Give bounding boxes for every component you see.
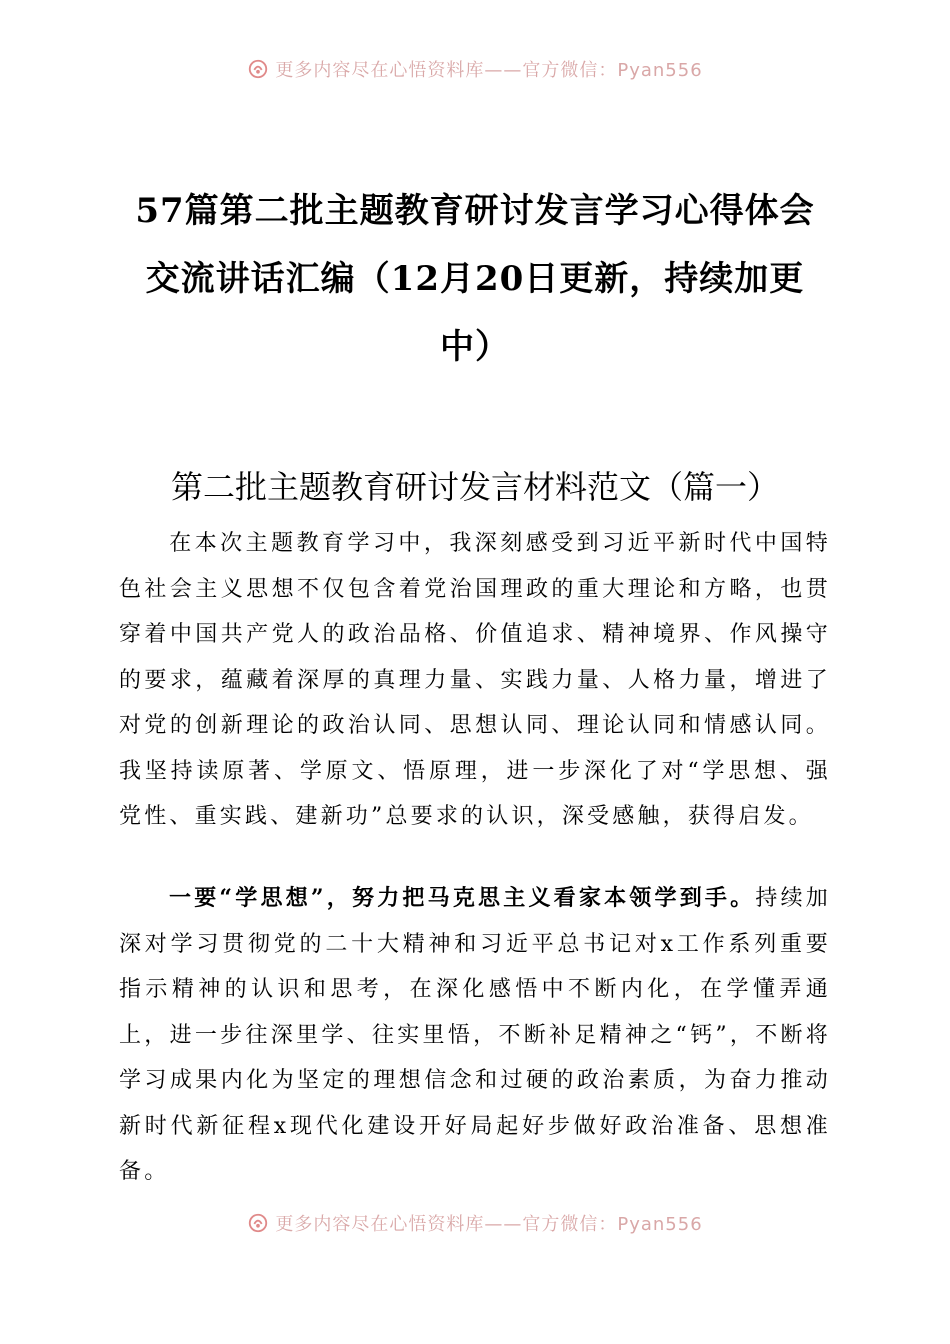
document-title-line-2: 交流讲话汇编（12月20日更新，持续加更 [145,259,805,299]
body-paragraph-1 [119,521,831,840]
watermark-text: 更多内容尽在心悟资料库——官方微信：Pyan556 [275,1214,703,1235]
watermark-header [0,56,950,82]
section-heading: 第二批主题教育研讨发言材料范文（篇一） [170,468,779,506]
watermark-text: 更多内容尽在心悟资料库——官方微信：Pyan556 [275,60,703,81]
document-title-line-3: 中） [440,327,510,367]
logo-icon [247,58,269,80]
watermark-footer [0,1210,950,1236]
paragraph-1-text: 在本次主题教育学习中，我深刻感受到习近平新时代中国特色社会主义思想不仅包含着党治国理政的重大理论和方略，也贯穿着中国共产党人的政治品格、价值追求、精神境界、作风操守的要求，蕴藏着深厚的真理力量、实践力量、人格力量，增进了对党的创新理论的政治认同、思想认同、理论认同和情感认同。我坚持读原著、学原文、悟原理，进一步深化了对“学思想、强党性、重实践、建新功”总要求的认识，深受感触，获得启发。 [119,531,831,829]
document-title-line-1: 57篇第二批主题教育研讨发言学习心得体会 [135,191,815,231]
paragraph-2-text: 持续加深对学习贯彻党的二十大精神和习近平总书记对x工作系列重要指示精神的认识和思考，在深化感悟中不断内化，在学懂弄通上，进一步往深里学、往实里悟，不断补足精神之“钙”，不断将学习成果内化为坚定的理想信念和过硬的政治素质，为奋力推动新时代新征程x现代化建设开好局起好步做好政治准备、思想准备。 [119,886,831,1184]
body-paragraph-2 [119,876,831,1195]
paragraph-2-lead: 一要“学思想”，努力把马克思主义看家本领学到手。 [169,885,756,911]
logo-icon [247,1212,269,1234]
